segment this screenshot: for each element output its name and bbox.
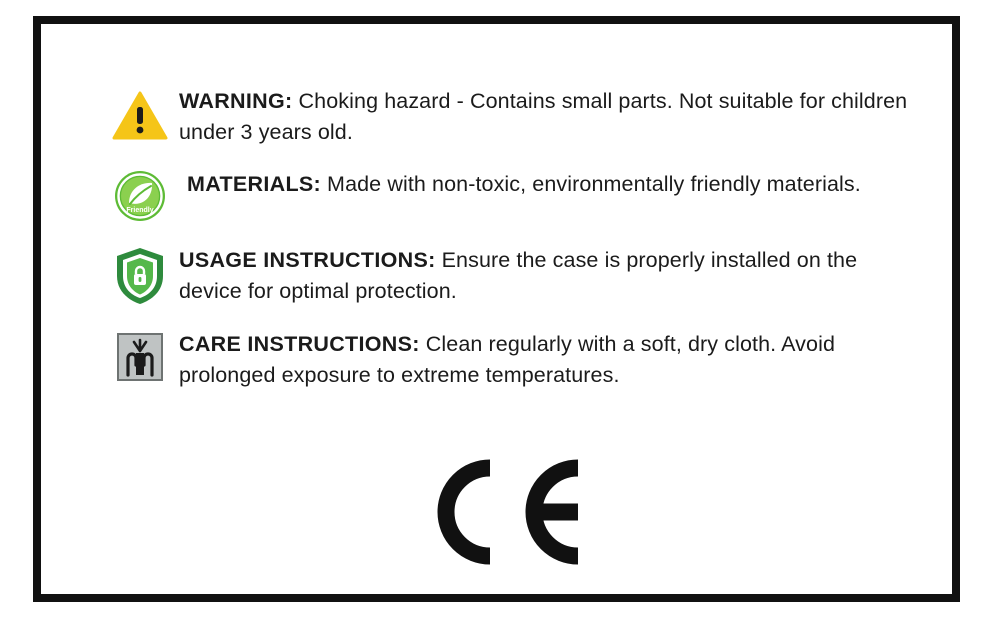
warning-body: Choking hazard - Contains small parts. Not suitable for children under 3 years old. [179,89,908,144]
usage-text [179,245,921,306]
warning-text [179,86,921,147]
warning-triangle-icon [101,86,179,142]
label-rows [101,86,921,412]
label-row-materials [101,169,921,223]
label-row-usage [101,245,921,307]
care-text [179,329,921,390]
materials-text [179,169,921,200]
care-heading: CARE INSTRUCTIONS: [179,332,420,357]
materials-heading: MATERIALS: [187,172,321,197]
eco-friendly-caption: Friendly [126,207,154,215]
label-row-warning [101,86,921,147]
materials-body: Made with non-toxic, environmentally friendly materials. [320,172,861,197]
usage-heading: USAGE INSTRUCTIONS: [179,248,436,273]
eco-friendly-leaf-icon [101,169,179,223]
product-warning-label [33,16,960,602]
care-body: Clean regularly with a soft, dry cloth. Avoid prolonged exposure to extreme temperatures. [179,332,835,387]
handle-with-care-icon [101,329,179,383]
warning-heading: WARNING: [179,89,293,113]
label-row-care [101,329,921,390]
ce-marking [41,452,952,572]
shield-protection-icon [101,245,179,307]
usage-body: Ensure the case is properly installed on the device for optimal protection. [179,248,858,303]
